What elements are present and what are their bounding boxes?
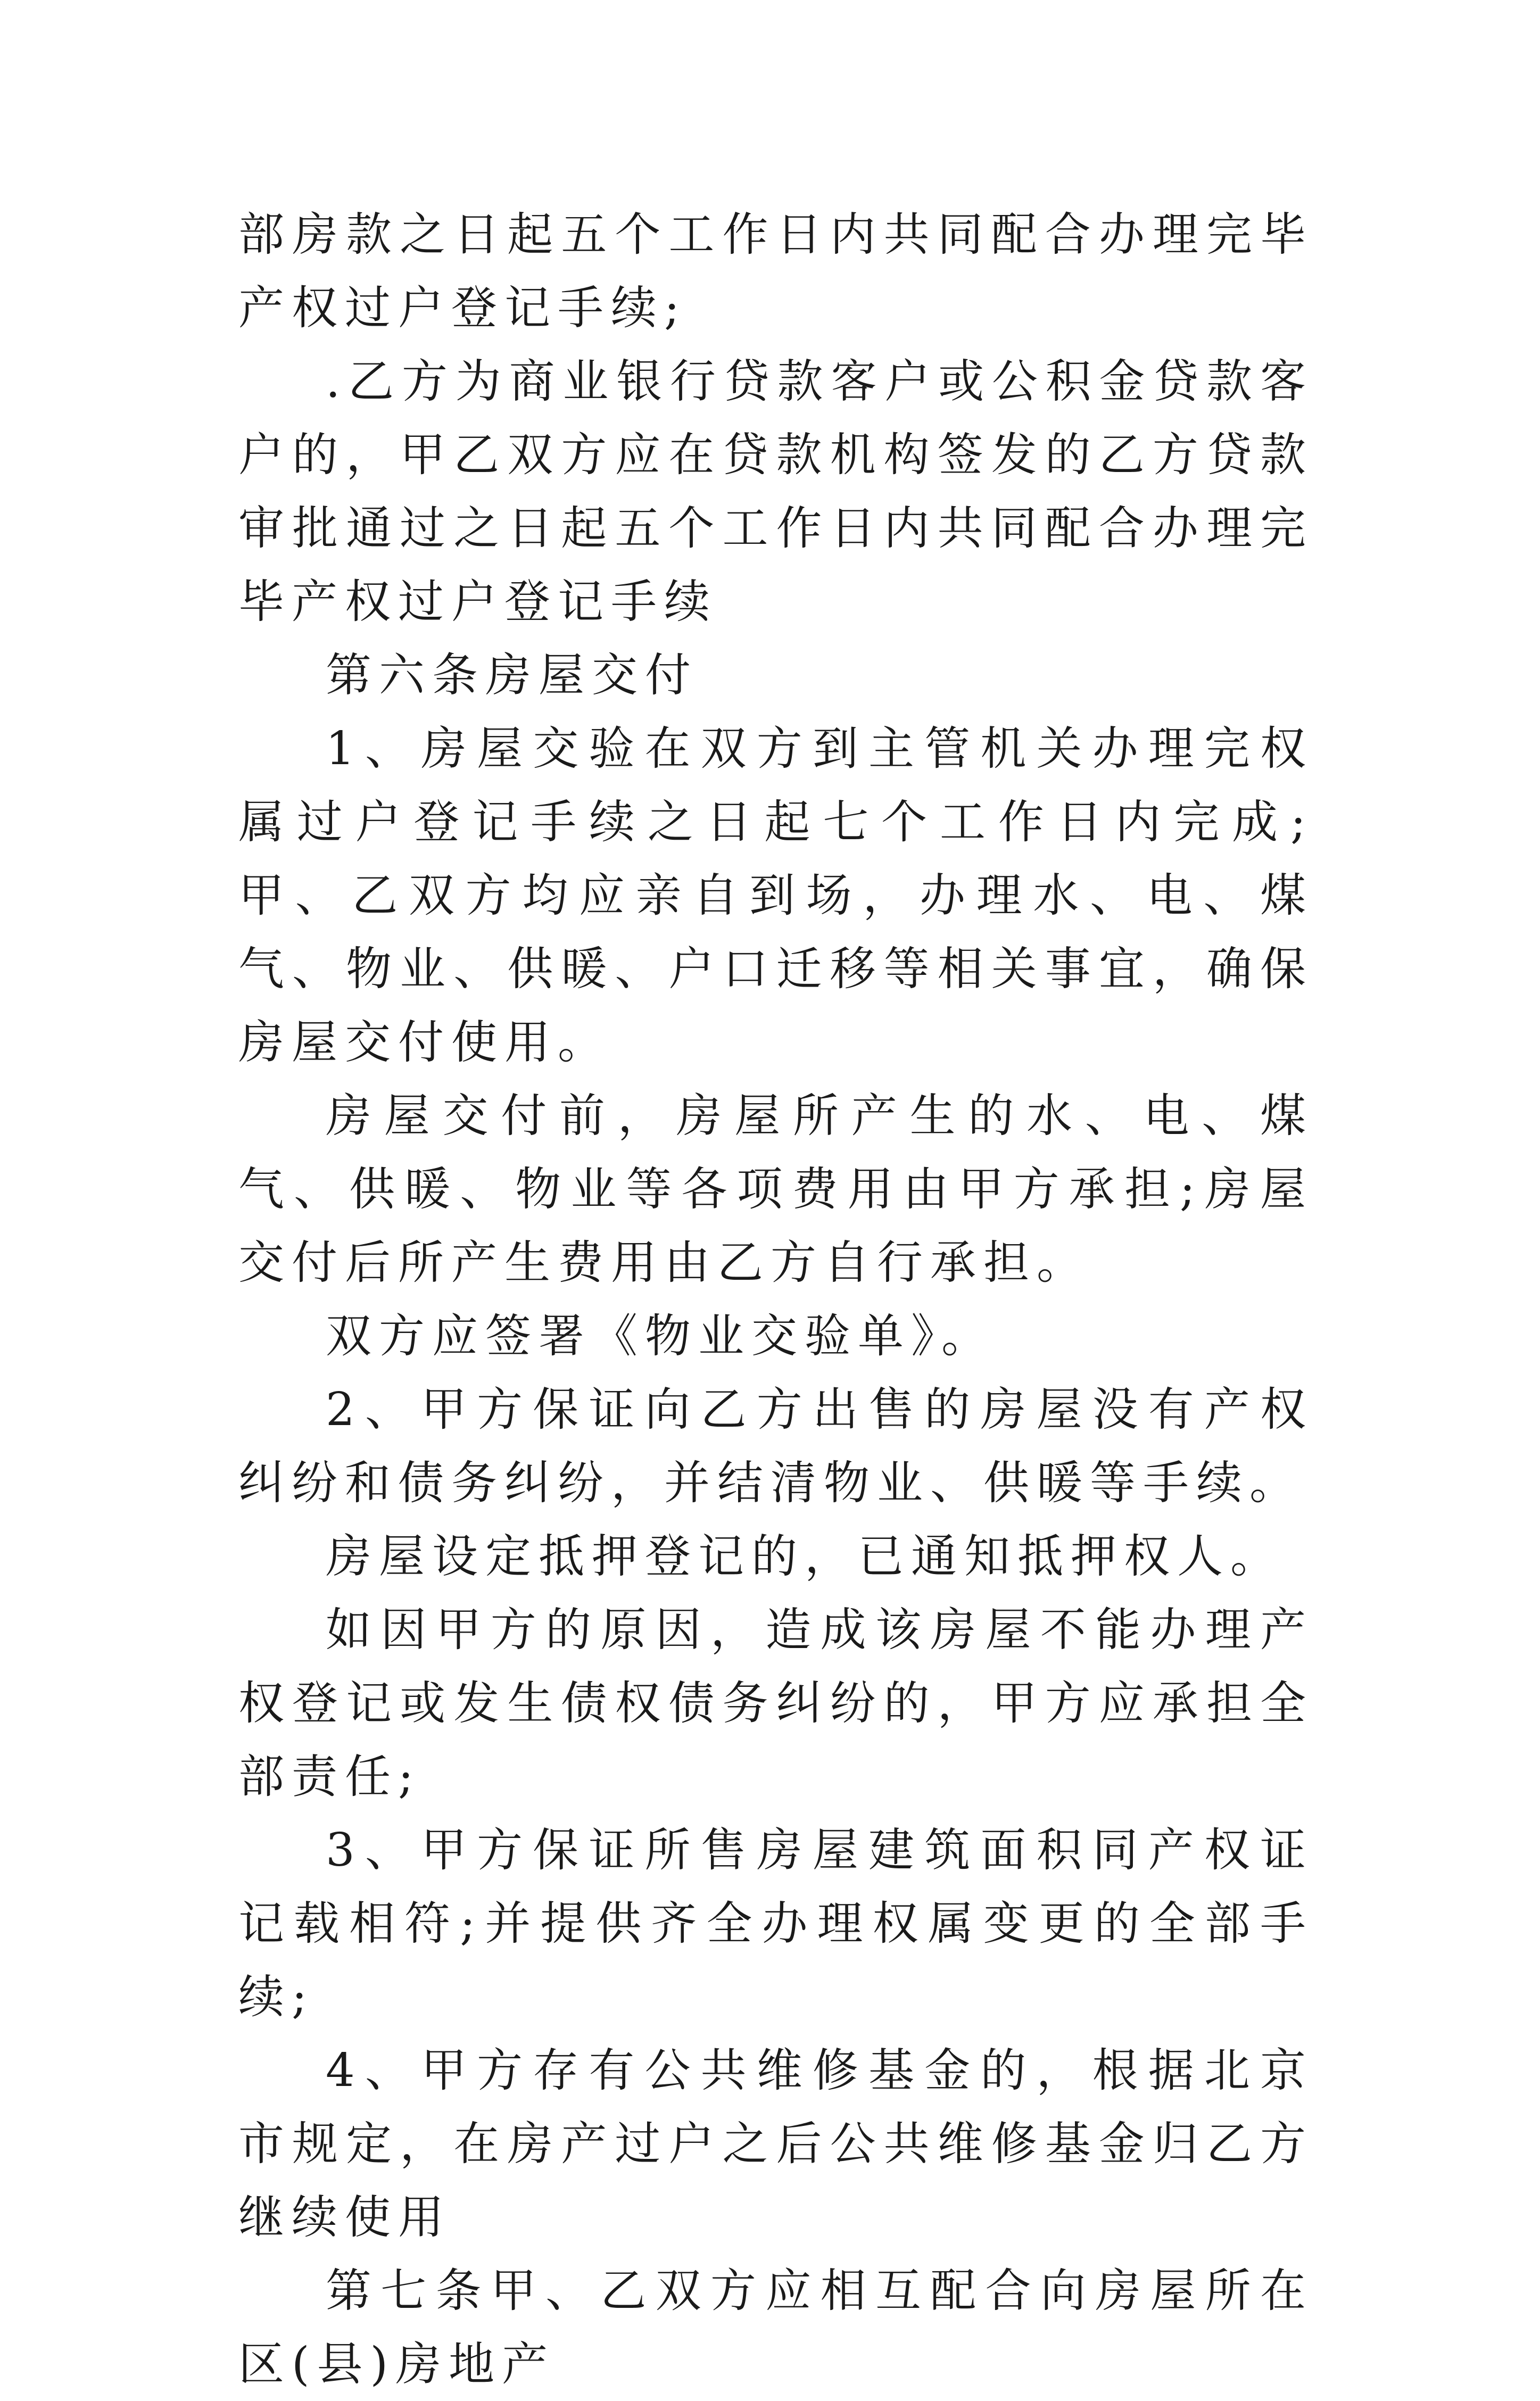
- paragraph-fees: 房屋交付前，房屋所产生的水、电、煤气、供暖、物业等各项费用由甲方承担;房屋交付后所产生费用由乙方自行承担。: [238, 1089, 1313, 1289]
- paragraph-property-form: 双方应签署《物业交验单》。: [326, 1310, 995, 1363]
- paragraph-loan-clause: .乙方为商业银行贷款客户或公积金贷款客户的，甲乙双方应在贷款机构签发的乙方贷款审批通过之日起五个工作日内共同配合办理完毕产权过户登记手续: [238, 355, 1313, 628]
- paragraph-item-3: 3、甲方保证所售房屋建筑面积同产权证记载相符;并提供齐全办理权属变更的全部手续;: [238, 1824, 1313, 2024]
- document-body: [238, 198, 1313, 2401]
- paragraph-liability: 如因甲方的原因，造成该房屋不能办理产权登记或发生债权债务纠纷的，甲方应承担全部责任;: [238, 1603, 1313, 1803]
- paragraph-mortgage: 房屋设定抵押登记的，已通知抵押权人。: [326, 1530, 1284, 1583]
- paragraph-item-2: 2、甲方保证向乙方出售的房屋没有产权纠纷和债务纠纷，并结清物业、供暖等手续。: [238, 1383, 1313, 1510]
- section-heading-article-7: 第七条甲、乙双方应相互配合向房屋所在区(县)房地产: [238, 2264, 1313, 2391]
- paragraph-item-1: 1、房屋交验在双方到主管机关办理完权属过户登记手续之日起七个工作日内完成;甲、乙双方均应亲自到场，办理水、电、煤气、物业、供暖、户口迁移等相关事宜，确保房屋交付使用。: [238, 722, 1313, 1069]
- paragraph-continuation: 部房款之日起五个工作日内共同配合办理完毕产权过户登记手续;: [238, 208, 1313, 335]
- section-heading-article-6: 第六条房屋交付: [326, 649, 698, 702]
- paragraph-item-4: 4、甲方存有公共维修基金的，根据北京市规定，在房产过户之后公共维修基金归乙方继续使用: [238, 2044, 1313, 2244]
